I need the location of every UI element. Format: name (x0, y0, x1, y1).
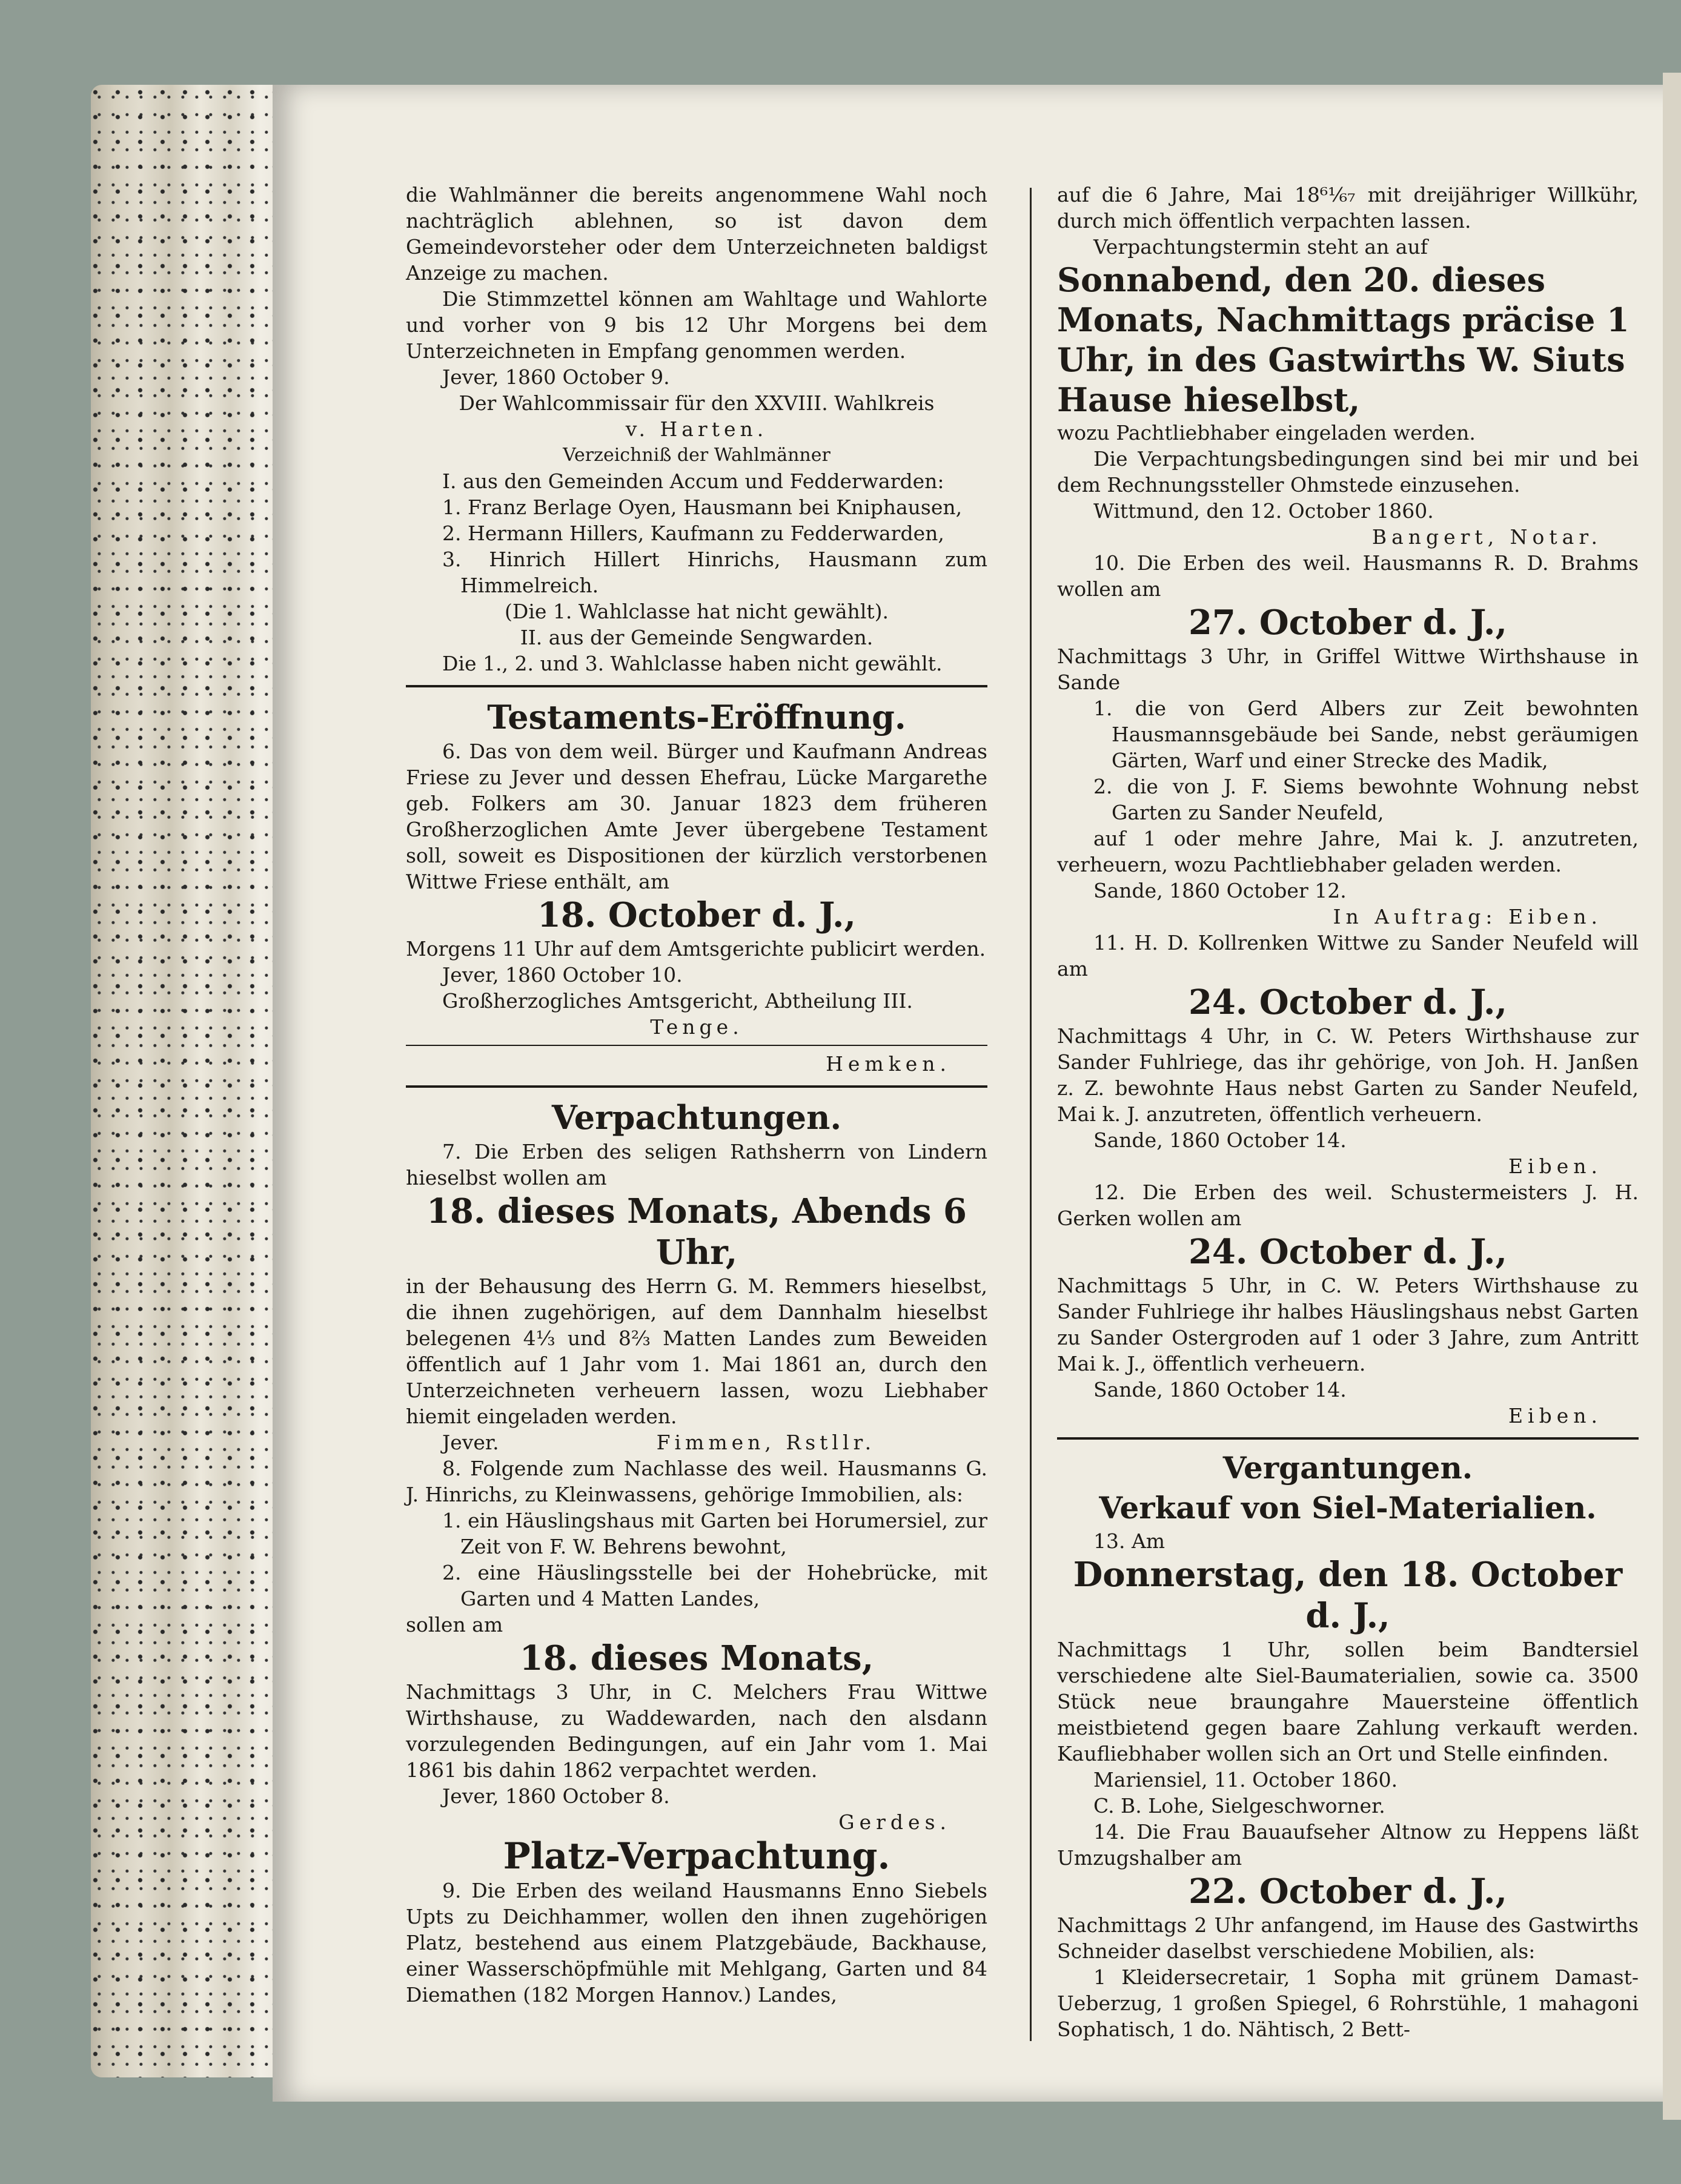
section-heading: Testaments-Eröffnung. (487, 698, 906, 736)
date-headline: 27. October d. J., (1188, 603, 1508, 643)
paragraph: 9. Die Erben des weiland Hausmanns Enno Siebels Upts zu Deichhammer, wollen den ihnen zugehörigen Platz, bestehend aus einem Platzgebäude, Backhause, einer Wasserschöpfmühle mit Mehlgang, Garten und 84 Diemathen (182 Morgen Hannov.) Landes, (406, 1879, 987, 2007)
place: Jever. (442, 1431, 499, 1454)
dateline: Sande, 1860 October 12. (1093, 879, 1347, 902)
date-headline: 18. dieses Monats, (519, 1638, 874, 1678)
facing-page-edge (1663, 73, 1681, 2120)
date-headline: Donnerstag, den 18. October d. J., (1073, 1555, 1623, 1636)
section-rule (406, 1085, 987, 1088)
list-note: Die 1., 2. und 3. Wahlclasse haben nicht gewählt. (442, 652, 943, 675)
paragraph: 11. H. D. Kollrenken Wittwe zu Sander Neufeld will am (1057, 931, 1639, 981)
paragraph: 8. Folgende zum Nachlasse des weil. Hausmanns G. J. Hinrichs, zu Kleinwassens, gehörige Immobilien, als: (406, 1457, 987, 1506)
signatory-name: Eiben. (1508, 1154, 1602, 1178)
paragraph: wozu Pachtliebhaber eingeladen werden. (1057, 421, 1476, 445)
dateline: Sande, 1860 October 14. (1093, 1128, 1347, 1152)
paragraph: auf die 6 Jahre, Mai 18⁶¹⁄₆₇ mit dreijähriger Willkühr, durch mich öffentlich verpachten lassen. (1057, 183, 1639, 233)
paragraph: auf 1 oder mehre Jahre, Mai k. J. anzutreten, verheuern, wozu Pachtliebhaber geladen werden. (1057, 827, 1639, 876)
date-headline: 18. dieses Monats, Abends 6 Uhr, (426, 1191, 967, 1272)
signatory-name: In Auftrag: Eiben. (1333, 905, 1602, 928)
paragraph: die Wahlmänner die bereits angenommene Wahl noch nachträglich ablehnen, so ist davon dem Gemeindevorsteher oder dem Unterzeichneten baldigst Anzeige zu machen. (406, 183, 987, 285)
dateline: Jever, 1860 October 10. (442, 963, 683, 987)
paragraph: 1 Kleidersecretair, 1 Sopha mit grünem Damast-Ueberzug, 1 großen Spiegel, 6 Rohrstühle, 1 mahagoni Sophatisch, 1 do. Nähtisch, 2 Bett- (1057, 1965, 1639, 2041)
dateline: Jever, 1860 October 9. (442, 365, 670, 389)
paragraph: Nachmittags 3 Uhr, in C. Melchers Frau Wittwe Wirthshause, zu Waddewarden, nach den alsdann vorzulegenden Bedingungen, auf ein Jahr vom 1. Mai 1861 bis dahin 1862 verpachtet werden. (406, 1680, 987, 1782)
signatory-name: C. B. Lohe, Sielgeschworner. (1093, 1794, 1385, 1818)
paragraph: 6. Das von dem weil. Bürger und Kaufmann Andreas Friese zu Jever und dessen Ehefrau, Lücke Margarethe geb. Folkers am 30. Januar 1823 dem früheren Großherzoglichen Amte Jever übergebene Testament soll, soweit es Dispositionen der kürzlich verstorbenen Wittwe Friese enthält, am (406, 740, 987, 893)
list-item: 2. die von J. F. Siems bewohnte Wohnung nebst Garten zu Sander Neufeld, (1093, 775, 1639, 824)
section-heading: Vergantungen. (1222, 1450, 1473, 1486)
signatory-name: Gerdes. (838, 1810, 951, 1834)
date-headline: Sonnabend, den 20. dieses Monats, Nachmittags präcise 1 Uhr, in des Gastwirths W. Siuts Hause hieselbst, (1057, 260, 1630, 419)
section-rule (406, 685, 987, 687)
paragraph: Verpachtungstermin steht an auf (1093, 235, 1428, 259)
list-item: 1. Franz Berlage Oyen, Hausmann bei Kniphausen, (442, 495, 963, 519)
paragraph: 13. Am (1093, 1529, 1165, 1553)
list-group: II. aus der Gemeinde Sengwarden. (520, 626, 874, 649)
signatory-title: Großherzogliches Amtsgericht, Abtheilung III. (442, 989, 913, 1013)
signatory-name: Tenge. (650, 1015, 743, 1039)
date-headline: 22. October d. J., (1188, 1871, 1508, 1911)
paragraph: Nachmittags 2 Uhr anfangend, im Hause des Gastwirths Schneider daselbst verschiedene Mobilien, als: (1057, 1913, 1639, 1963)
signatory-name: Bangert, Notar. (1371, 525, 1602, 549)
list-group: I. aus den Gemeinden Accum und Fedderwarden: (442, 469, 944, 493)
date-headline: 18. October d. J., (537, 895, 857, 935)
dateline (406, 1429, 987, 1455)
dateline: Jever, 1860 October 8. (442, 1784, 670, 1808)
dateline: Sande, 1860 October 14. (1093, 1378, 1347, 1401)
dateline: Mariensiel, 11. October 1860. (1093, 1768, 1398, 1792)
paragraph: Nachmittags 3 Uhr, in Griffel Wittwe Wirthshause in Sande (1057, 644, 1639, 694)
dateline: Wittmund, den 12. October 1860. (1093, 499, 1434, 523)
list-title: Verzeichniß der Wahlmänner (563, 445, 831, 466)
signatory-title: Der Wahlcommissair für den XXVIII. Wahlkreis (459, 391, 935, 415)
signatory-name: Eiben. (1508, 1404, 1602, 1428)
list-item: 3. Hinrich Hillert Hinrichs, Hausmann zum Himmelreich. (442, 548, 987, 597)
column-divider (1030, 188, 1032, 2041)
paragraph: sollen am (406, 1613, 503, 1636)
paragraph: 10. Die Erben des weil. Hausmanns R. D. Brahms wollen am (1057, 551, 1639, 601)
paragraph: Nachmittags 4 Uhr, in C. W. Peters Wirthshause zur Sander Fuhlriege, das ihr gehörige, von Joh. H. Janßen z. Z. bewohnte Haus nebst Garten zu Sander Neufeld, Mai k. J. anzutreten, öffentlich verheuern. (1057, 1024, 1639, 1126)
paragraph: Nachmittags 5 Uhr, in C. W. Peters Wirthshause zu Sander Fuhlriege ihr halbes Häuslingshaus nebst Garten zu Sander Ostergroden auf 1 oder 3 Jahre, zum Antritt Mai k. J., öffentlich verheuern. (1057, 1274, 1639, 1375)
paragraph: 7. Die Erben des seligen Rathsherrn von Lindern hieselbst wollen am (406, 1140, 987, 1190)
section-subheading: Verkauf von Siel-Materialien. (1099, 1490, 1597, 1526)
list-item: 2. eine Häuslingsstelle bei der Hohebrücke, mit Garten und 4 Matten Landes, (442, 1561, 987, 1610)
section-heading: Verpachtungen. (551, 1098, 842, 1137)
book-page-edges (91, 85, 291, 2077)
signatory-name: Hemken. (826, 1052, 951, 1076)
paragraph: 12. Die Erben des weil. Schustermeisters J. H. Gerken wollen am (1057, 1180, 1639, 1230)
rule (406, 1045, 987, 1046)
paragraph: in der Behausung des Herrn G. M. Remmers hieselbst, die ihnen zugehörigen, auf dem Dannhalm hieselbst belegenen 4⅓ und 8⅔ Matten Landes zum Beweiden öffentlich auf 1 Jahr vom 1. Mai 1861 an, durch den Unterzeichneten verheuern lassen, wozu Liebhaber hiemit eingeladen werden. (406, 1274, 987, 1428)
list-note: (Die 1. Wahlclasse hat nicht gewählt). (505, 600, 889, 623)
paragraph: Die Stimmzettel können am Wahltage und Wahlorte und vorher von 9 bis 12 Uhr Morgens bei dem Unterzeichneten in Empfang genommen werden. (406, 287, 987, 363)
section-rule (1057, 1437, 1639, 1440)
paragraph: 14. Die Frau Bauaufseher Altnow zu Heppens läßt Umzugshalber am (1057, 1820, 1639, 1870)
paragraph: Morgens 11 Uhr auf dem Amtsgerichte publicirt werden. (406, 937, 986, 961)
paragraph: Die Verpachtungsbedingungen sind bei mir und bei dem Rechnungssteller Ohmstede einzusehen. (1057, 447, 1639, 497)
right-column (1057, 182, 1639, 2042)
date-headline: 24. October d. J., (1188, 982, 1508, 1022)
date-headline: 24. October d. J., (1188, 1232, 1508, 1272)
left-column (406, 182, 987, 2008)
list-item: 1. ein Häuslingshaus mit Garten bei Horumersiel, zur Zeit von F. W. Behrens bewohnt, (442, 1509, 987, 1558)
signatory-name: v. Harten. (625, 417, 768, 441)
list-item: 1. die von Gerd Albers zur Zeit bewohnten Hausmannsgebäude bei Sande, nebst geräumigen Gärten, Warf und einer Strecke des Madik, (1093, 697, 1639, 772)
section-heading: Platz-Verpachtung. (503, 1835, 890, 1878)
paragraph: Nachmittags 1 Uhr, sollen beim Bandtersiel verschiedene alte Siel-Baumaterialien, sowie ca. 3500 Stück neue braungahre Mauersteine öffentlich meistbietend gegen baare Zahlung verkauft werden. Kaufliebhaber wollen sich an Ort und Stelle einfinden. (1057, 1638, 1639, 1765)
list-item: 2. Hermann Hillers, Kaufmann zu Fedderwarden, (442, 521, 944, 545)
signatory-name: Fimmen, Rstllr. (656, 1431, 876, 1454)
